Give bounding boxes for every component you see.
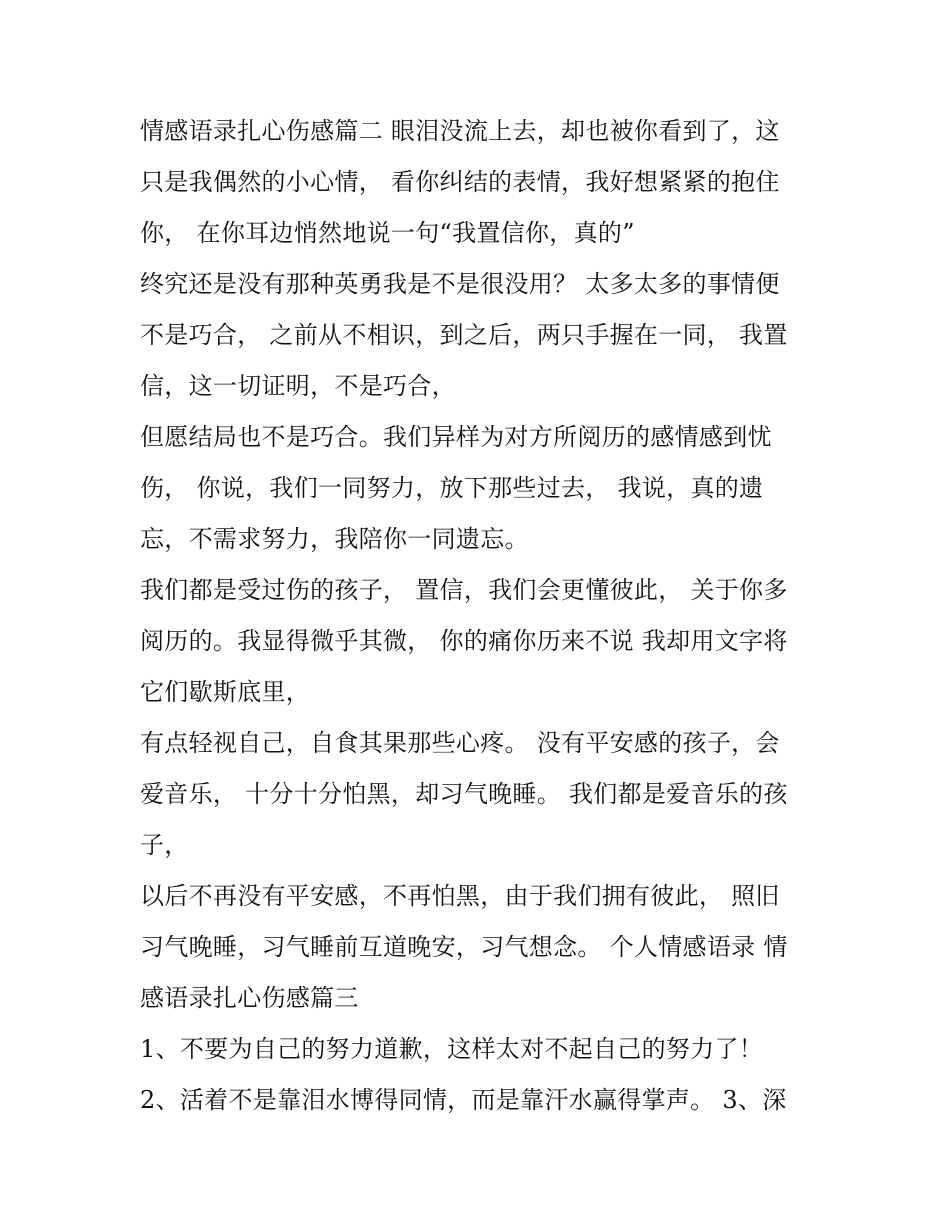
text-line: 子，: [140, 831, 189, 859]
text-line: 情感语录扎心伤感篇二 眼泪没流上去，却也被你看到了，这: [140, 117, 780, 145]
text-line: 有点轻视自己，自食其果那些心疼。 没有平安感的孩子，会: [140, 729, 780, 757]
text-line: 以后不再没有平安感，不再怕黑，由于我们拥有彼此， 照旧: [140, 882, 780, 910]
text-line: 信，这一切证明，不是巧合，: [140, 372, 456, 400]
text-line: 爱音乐， 十分十分怕黑，却习气晚睡。 我们都是爱音乐的孩: [140, 780, 788, 808]
text-line: 但愿结局也不是巧合。我们异样为对方所阅历的感情感到忧: [140, 423, 772, 451]
text-line: 终究还是没有那种英勇我是不是很没用？ 太多太多的事情便: [140, 270, 780, 298]
text-line: 习气晚睡，习气睡前互道晚安，习气想念。 个人情感语录 情: [140, 933, 788, 961]
text-line: 2、活着不是靠泪水博得同情，而是靠汗水赢得掌声。 3、深: [140, 1086, 787, 1114]
text-line: 你， 在你耳边悄然地说一句“我置信你，真的”: [140, 219, 635, 247]
text-line: 它们歇斯底里，: [140, 678, 311, 706]
text-line: 忘，不需求努力，我陪你一同遗忘。: [140, 525, 529, 553]
document-body: [140, 106, 810, 1126]
text-line: 感语录扎心伤感篇三: [140, 984, 359, 1012]
text-line: 只是我偶然的小心情， 看你纠结的表情，我好想紧紧的抱住: [140, 168, 780, 196]
text-line: 1、不要为自己的努力道歉，这样太对不起自己的努力了！: [140, 1035, 764, 1063]
text-line: 伤， 你说，我们一同努力，放下那些过去， 我说，真的遗: [140, 474, 764, 502]
text-line: 阅历的。我显得微乎其微， 你的痛你历来不说 我却用文字将: [140, 627, 788, 655]
text-line: 不是巧合， 之前从不相识，到之后，两只手握在一同， 我置: [140, 321, 788, 349]
text-line: 我们都是受过伤的孩子， 置信，我们会更懂彼此， 关于你多: [140, 576, 788, 604]
